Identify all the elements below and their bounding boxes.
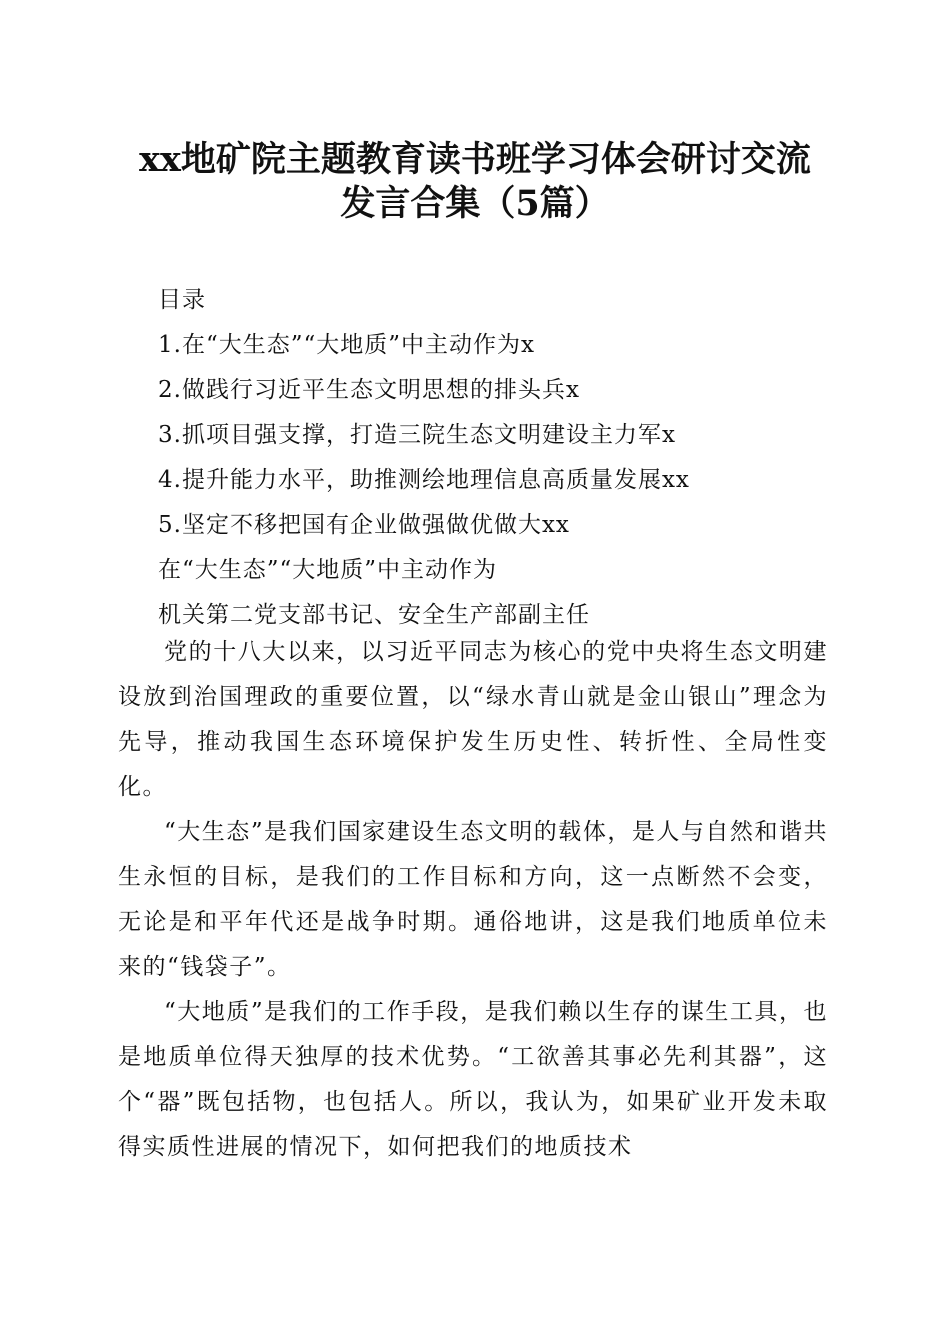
article-title: 在“大生态”“大地质”中主动作为 xyxy=(158,557,498,583)
title-line-2: 发言合集（5篇） xyxy=(340,183,610,224)
paragraph-2: “大生态”是我们国家建设生态文明的载体，是人与自然和谐共生永恒的目标，是我们的工作目标和方向，这一点断然不会变，无论是和平年代还是战争时期。通俗地讲，这是我们地质单位未来的“钱袋子”。 xyxy=(118,819,828,980)
toc-item-3: 3.抓项目强支撑，打造三院生态文明建设主力军x xyxy=(158,422,676,448)
toc-item-5: 5.坚定不移把国有企业做强做优做大xx xyxy=(158,512,570,538)
paragraph-1: 党的十八大以来，以习近平同志为核心的党中央将生态文明建设放到治国理政的重要位置，以“绿水青山就是金山银山”理念为先导，推动我国生态环境保护发生历史性、转折性、全局性变化。 xyxy=(118,639,828,800)
paragraph-3: “大地质”是我们的工作手段，是我们赖以生存的谋生工具，也是地质单位得天独厚的技术优势。“工欲善其事必先利其器”，这个“器”既包括物，也包括人。所以，我认为，如果矿业开发未取得实质性进展的情况下，如何把我们的地质技术 xyxy=(118,999,828,1160)
article-body xyxy=(118,630,828,1170)
toc-item-4: 4.提升能力水平，助推测绘地理信息高质量发展xx xyxy=(158,467,690,493)
toc-item-1: 1.在“大生态”“大地质”中主动作为x xyxy=(158,332,535,358)
document-title xyxy=(100,138,850,226)
toc-heading: 目录 xyxy=(158,287,206,313)
title-line-1: xx地矿院主题教育读书班学习体会研讨交流 xyxy=(139,139,811,180)
article-author: 机关第二党支部书记、安全生产部副主任 xyxy=(158,602,590,628)
table-of-contents xyxy=(158,278,858,638)
toc-item-2: 2.做践行习近平生态文明思想的排头兵x xyxy=(158,377,580,403)
